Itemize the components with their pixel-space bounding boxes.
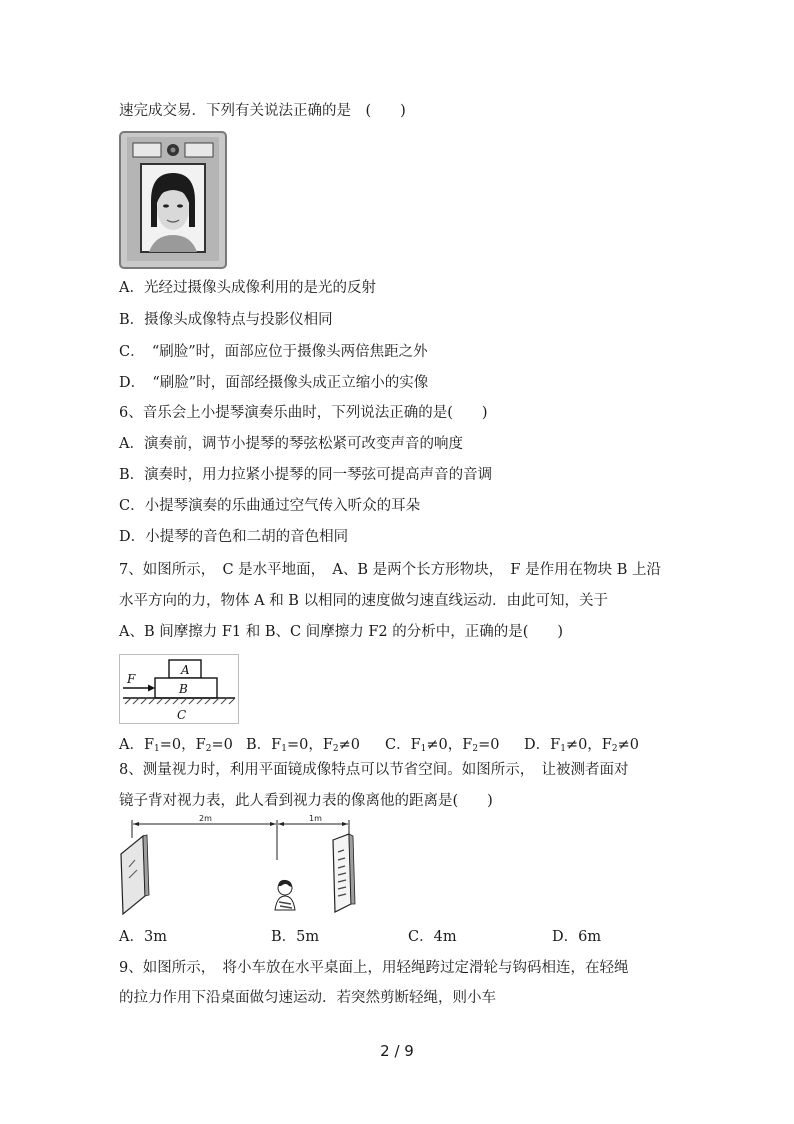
face-scanner-figure — [119, 131, 227, 269]
q6-option-a: A．演奏前，调节小提琴的琴弦松紧可改变声音的响度 — [119, 436, 463, 452]
q9-stem-line-1: 9、如图所示， 将小车放在水平桌面上，用轻绳跨过定滑轮与钩码相连，在轻绳 — [119, 960, 629, 976]
eye-test-mirror-figure — [115, 812, 365, 920]
q9-stem-line-2: 的拉力作用下沿桌面做匀速运动．若突然剪断轻绳，则小车 — [119, 990, 496, 1006]
q6-option-b: B．演奏时，用力拉紧小提琴的同一琴弦可提高声音的音调 — [119, 467, 493, 483]
label-a: A — [181, 663, 190, 677]
q8-option-a: A．3m — [119, 929, 167, 945]
q7-stem-line-3: A、B 间摩擦力 F1 和 B、C 间摩擦力 F2 的分析中，正确的是( ) — [119, 624, 564, 640]
distance-1m-label: 1m — [309, 814, 322, 823]
q5-option-b: B．摄像头成像特点与投影仪相同 — [119, 312, 333, 328]
label-b: B — [179, 682, 188, 696]
q7-stem-line-2: 水平方向的力，物体 A 和 B 以相同的速度做匀速直线运动．由此可知，关于 — [119, 593, 609, 609]
blocks-friction-figure — [119, 654, 239, 724]
distance-2m-label: 2m — [199, 814, 212, 823]
q5-option-c: C． “刷脸”时，面部应位于摄像头两倍焦距之外 — [119, 344, 428, 360]
q8-option-b: B．5m — [271, 929, 320, 945]
q6-option-c: C．小提琴演奏的乐曲通过空气传入听众的耳朵 — [119, 498, 421, 514]
q7-option-a: A．$F_1=0$，$F_2=0$ — [119, 737, 233, 754]
q8-stem-line-1: 8、测量视力时，利用平面镜成像特点可以节省空间。如图所示， 让被测者面对 — [119, 762, 629, 778]
q7-option-d: D．$F_1\ne 0$，$F_2\ne 0$ — [524, 737, 639, 754]
question-5-stem-tail: 速完成交易．下列有关说法正确的是 ( ) — [119, 103, 406, 119]
q7-option-c: C．$F_1\ne 0$，$F_2=0$ — [385, 737, 500, 754]
q6-stem: 6、音乐会上小提琴演奏乐曲时，下列说法正确的是( ) — [119, 405, 488, 421]
q7-stem-line-1: 7、如图所示， C 是水平地面， A、B 是两个长方形物块， F 是作用在物块 B 上沿 — [119, 562, 661, 578]
label-c: C — [177, 708, 187, 722]
q8-option-d: D．6m — [552, 929, 602, 945]
label-f: F — [127, 672, 136, 686]
q7-option-b: B．$F_1=0$，$F_2\ne 0$ — [246, 737, 360, 754]
q8-option-c: C．4m — [408, 929, 457, 945]
q5-option-a: A．光经过摄像头成像利用的是光的反射 — [119, 280, 376, 296]
q5-option-d: D． “刷脸”时，面部经摄像头成正立缩小的实像 — [119, 375, 429, 391]
q6-option-d: D．小提琴的音色和二胡的音色相同 — [119, 529, 349, 545]
q8-stem-line-2: 镜子背对视力表，此人看到视力表的像离他的距离是( ) — [119, 793, 493, 809]
page-number: 2 / 9 — [380, 1042, 414, 1060]
